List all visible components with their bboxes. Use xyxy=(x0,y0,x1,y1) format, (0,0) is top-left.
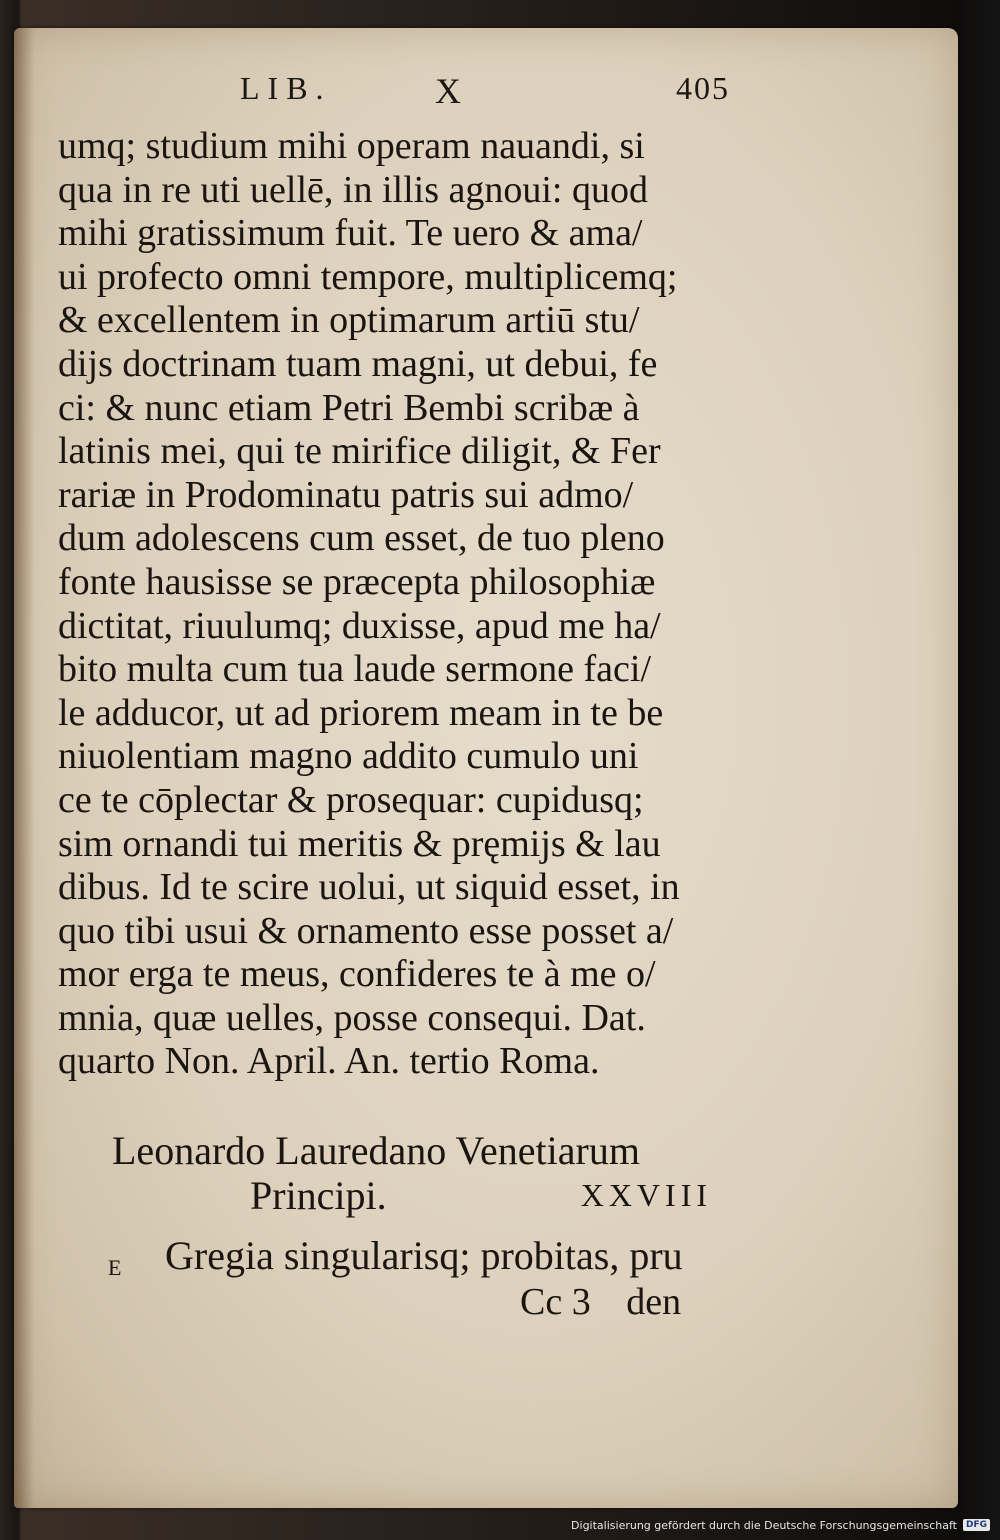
text-line: mihi gratissimum fuit. Te uero & ama/ xyxy=(58,212,643,255)
text-line: latinis mei, qui te mirifice diligit, & Fer xyxy=(58,430,661,473)
signature-mark: Cc 3 xyxy=(520,1281,591,1323)
text-line: rariæ in Prodominatu patris sui admo/ xyxy=(58,473,634,516)
footer-credit: Digitalisierung gefördert durch die Deutsche Forschungsgemeinschaft xyxy=(571,1518,957,1532)
heading-title: Principi. xyxy=(250,1173,387,1218)
text-line: sim ornandi tui meritis & pręmijs & lau xyxy=(58,822,661,865)
text-line: mnia, quæ uelles, posse consequi. Dat. xyxy=(58,996,646,1039)
text-line: dictitat, riuulumq; duxisse, apud me ha/ xyxy=(58,604,661,647)
digitization-footer xyxy=(571,1514,990,1536)
letter-body xyxy=(58,125,728,1084)
text-line: dibus. Id te scire uolui, ut siquid esset, in xyxy=(58,866,680,909)
next-letter-first-line: Gregia singularisq; probitas, pru xyxy=(165,1233,683,1278)
running-header xyxy=(240,70,730,110)
catchword-line xyxy=(520,1280,681,1324)
text-line: ui profecto omni tempore, multiplicemq; xyxy=(58,255,678,298)
heading-addressee: Leonardo Lauredano Venetiarum xyxy=(112,1128,640,1173)
page-number: 405 xyxy=(676,70,730,106)
text-line: ci: & nunc etiam Petri Bembi scribæ à xyxy=(58,386,640,429)
text-line: dum adolescens cum esset, de tuo pleno xyxy=(58,517,665,560)
text-line: & excellentem in optimarum artiū stu/ xyxy=(58,299,640,342)
text-line: fonte hausisse se præcepta philosophiæ xyxy=(58,560,656,603)
text-line: quo tibi usui & ornamento esse posset a/ xyxy=(58,909,674,952)
page-gutter-shadow xyxy=(14,28,34,1508)
text-line: qua in re uti uellē, in illis agnoui: quod xyxy=(58,168,648,211)
text-line: le adducor, ut ad priorem meam in te be xyxy=(58,691,664,734)
text-line: umq; studium mihi operam nauandi, si xyxy=(58,125,645,167)
catchword: den xyxy=(626,1281,682,1323)
text-line: ce te cōplectar & prosequar: cupidusq; xyxy=(58,778,644,821)
text-line: quarto Non. April. An. tertio Roma. xyxy=(58,1040,600,1083)
running-header-number: X xyxy=(435,71,461,111)
text-line: niuolentiam magno addito cumulo uni xyxy=(58,735,639,778)
text-line: mor erga te meus, confideres te à me o/ xyxy=(58,953,656,996)
initial-letter: E xyxy=(108,1255,122,1280)
dfg-logo: DFG xyxy=(963,1519,990,1531)
running-header-book: LIB. xyxy=(240,70,332,106)
letter-heading xyxy=(112,1128,712,1218)
letter-number: XXVIII xyxy=(580,1177,712,1213)
text-line: dijs doctrinam tuam magni, ut debui, fe xyxy=(58,342,658,385)
text-line: bito multa cum tua laude sermone faci/ xyxy=(58,648,652,691)
